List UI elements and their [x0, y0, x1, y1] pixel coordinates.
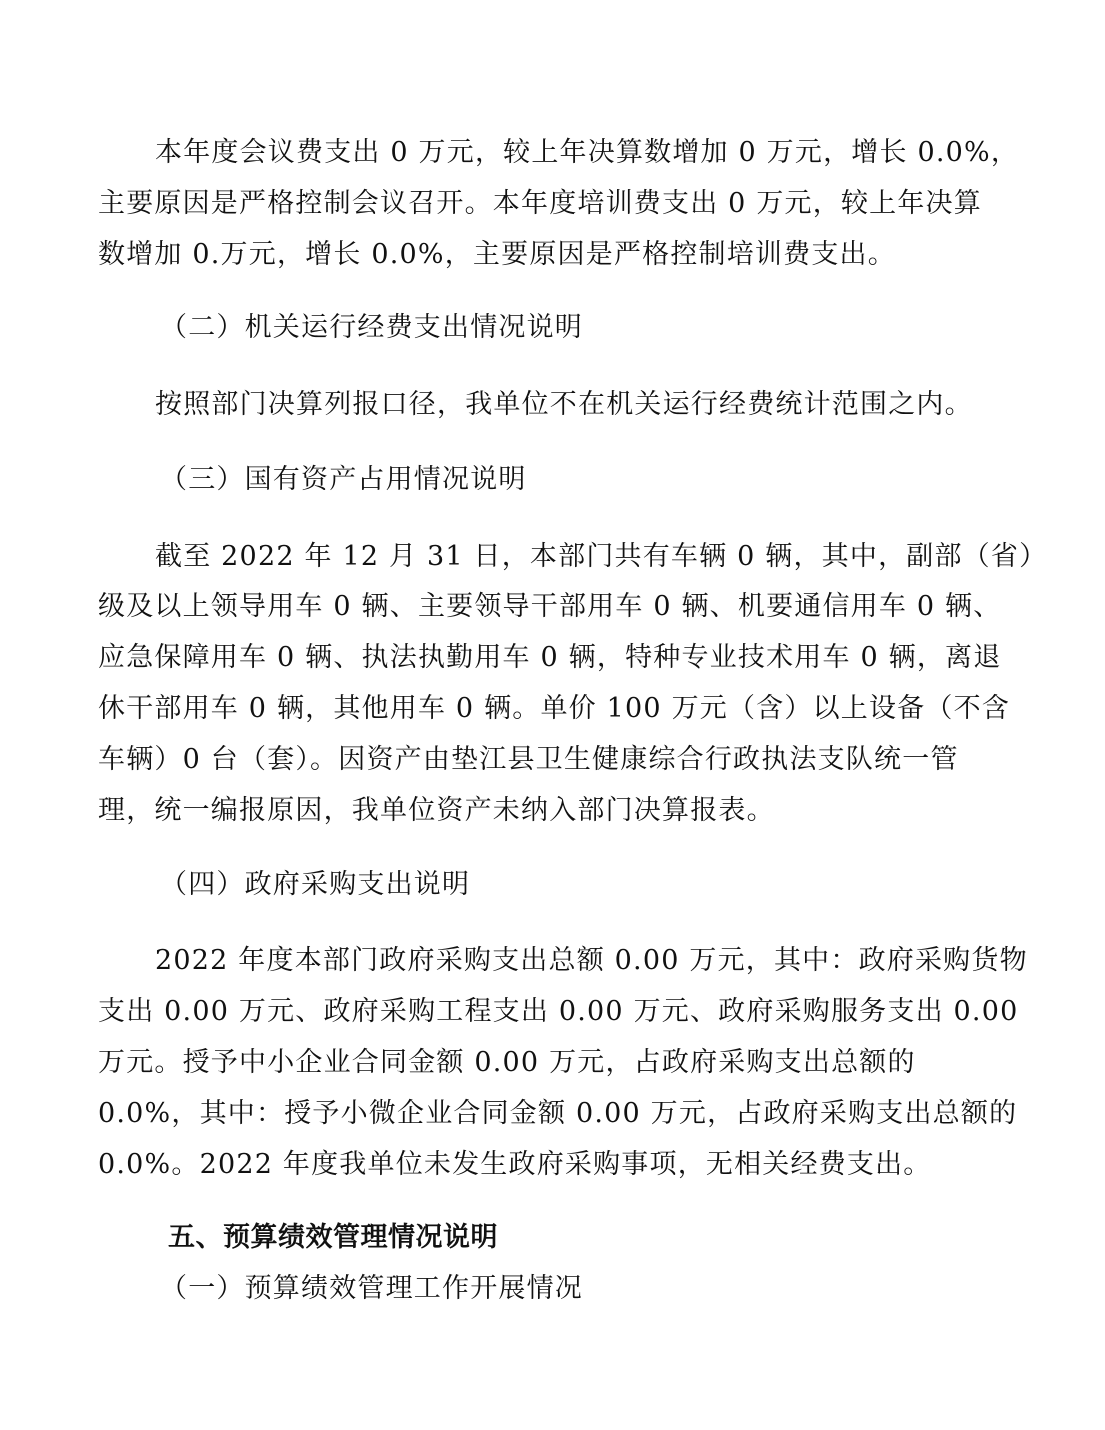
paragraph-meeting-training-line-1: 本年度会议费支出 0 万元，较上年决算数增加 0 万元，增长 0.0%， — [155, 137, 1020, 168]
paragraph-state-assets-line-2: 级及以上领导用车 0 辆、主要领导干部用车 0 辆、机要通信用车 0 辆、 — [98, 591, 1002, 622]
paragraph-meeting-training-line-3: 数增加 0.万元，增长 0.0%，主要原因是严格控制培训费支出。 — [98, 239, 896, 270]
heading-performance-management-work: （一）预算绩效管理工作开展情况 — [160, 1273, 583, 1304]
heading-state-assets: （三）国有资产占用情况说明 — [160, 464, 527, 495]
paragraph-procurement-line-2: 支出 0.00 万元、政府采购工程支出 0.00 万元、政府采购服务支出 0.00 — [98, 996, 1019, 1027]
section-five-heading: 五、预算绩效管理情况说明 — [168, 1222, 498, 1253]
paragraph-state-assets-line-5: 车辆）0 台（套）。因资产由垫江县卫生健康综合行政执法支队统一管 — [98, 744, 959, 775]
paragraph-state-assets-line-3: 应急保障用车 0 辆、执法执勤用车 0 辆，特种专业技术用车 0 辆，离退 — [98, 642, 1002, 673]
heading-operating-expenses: （二）机关运行经费支出情况说明 — [160, 312, 583, 343]
paragraph-procurement-line-4: 0.0%，其中：授予小微企业合同金额 0.00 万元，占政府采购支出总额的 — [98, 1098, 1018, 1129]
paragraph-procurement-line-1: 2022 年度本部门政府采购支出总额 0.00 万元，其中：政府采购货物 — [155, 945, 1028, 976]
paragraph-state-assets-line-4: 休干部用车 0 辆，其他用车 0 辆。单价 100 万元（含）以上设备（不含 — [98, 693, 1010, 724]
paragraph-procurement-line-5: 0.0%。2022 年度我单位未发生政府采购事项，无相关经费支出。 — [98, 1149, 932, 1180]
paragraph-meeting-training-line-2: 主要原因是严格控制会议召开。本年度培训费支出 0 万元，较上年决算 — [98, 188, 982, 219]
paragraph-state-assets-line-6: 理，统一编报原因，我单位资产未纳入部门决算报表。 — [98, 795, 775, 826]
paragraph-operating-expenses: 按照部门决算列报口径，我单位不在机关运行经费统计范围之内。 — [155, 389, 973, 420]
paragraph-procurement-line-3: 万元。授予中小企业合同金额 0.00 万元，占政府采购支出总额的 — [98, 1047, 916, 1078]
paragraph-state-assets-line-1: 截至 2022 年 12 月 31 日，本部门共有车辆 0 辆，其中，副部（省） — [155, 541, 1048, 572]
heading-government-procurement: （四）政府采购支出说明 — [160, 869, 471, 900]
